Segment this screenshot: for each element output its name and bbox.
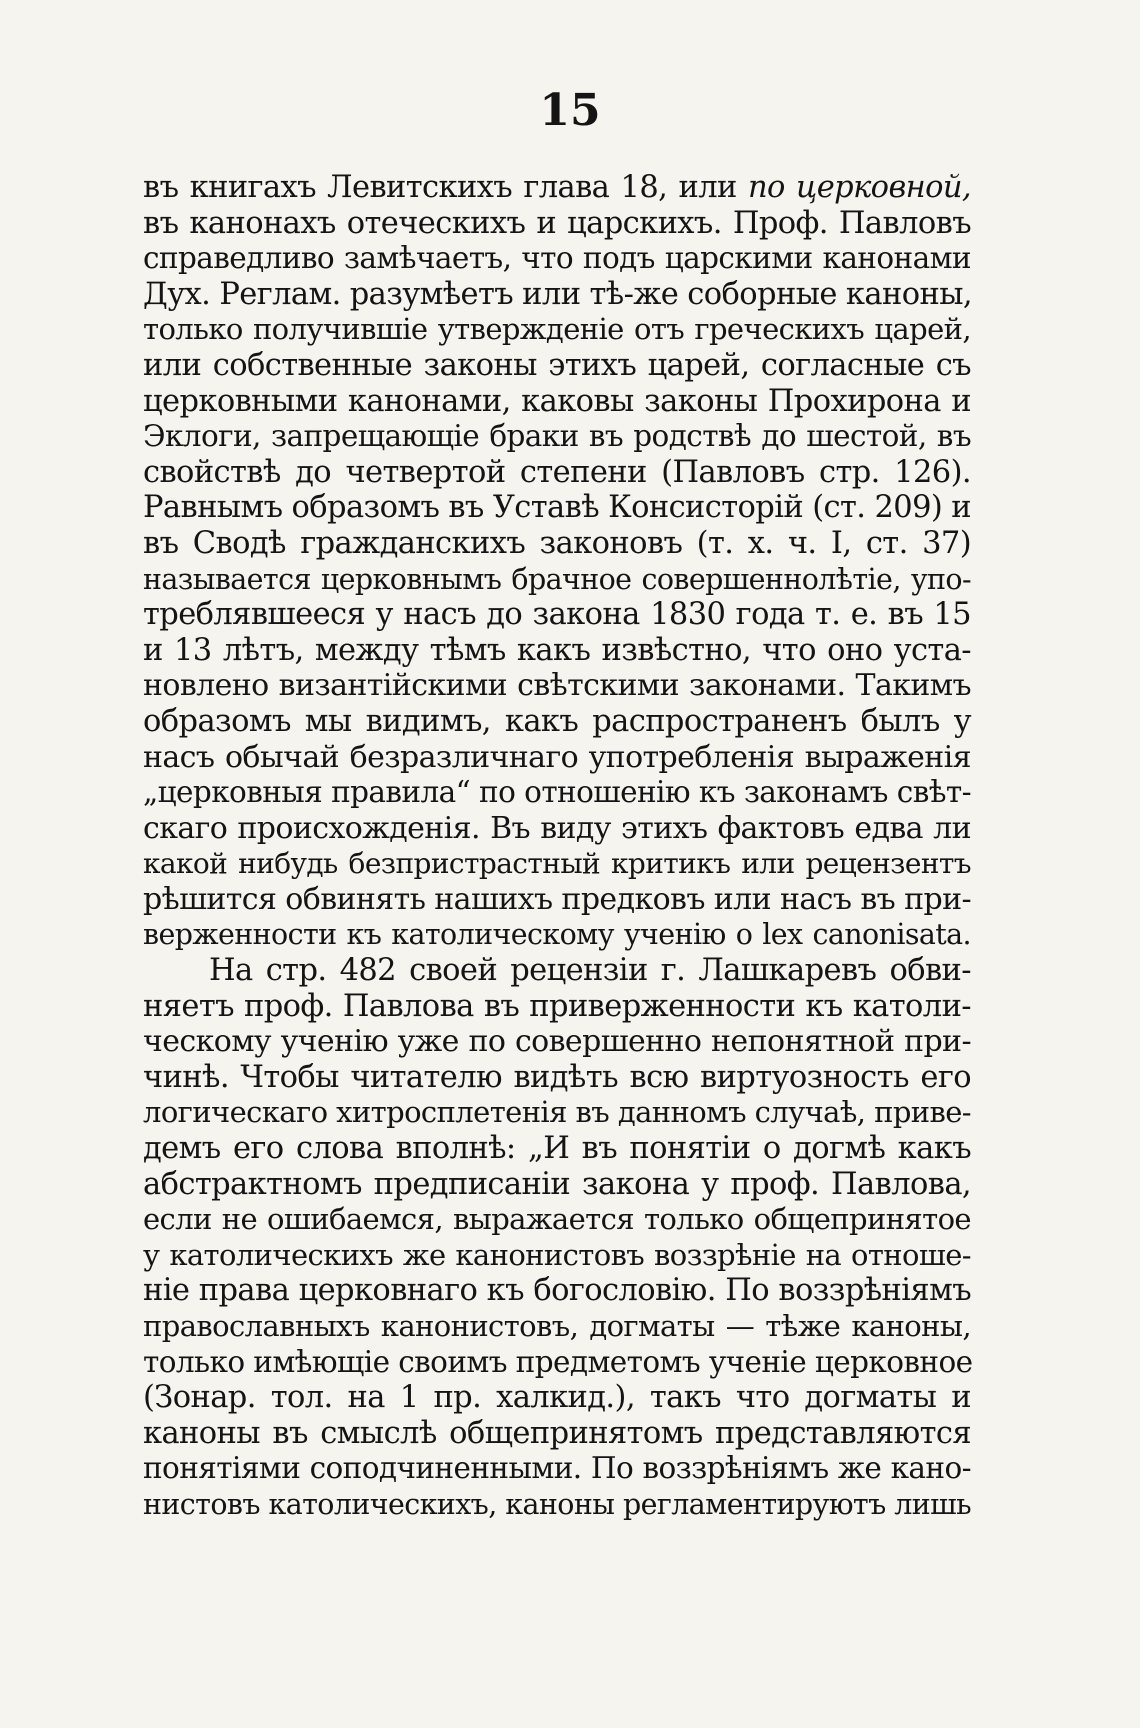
text-line: ніе права церковнаго къ богословію. По воззрѣніямъ xyxy=(143,1273,971,1309)
text-line: понятіями соподчиненными. По воззрѣніямъ же кано- xyxy=(143,1451,971,1486)
italic-phrase: по церковной, xyxy=(747,170,971,205)
text-line xyxy=(143,170,971,206)
body-text xyxy=(143,170,971,1523)
text-line: православныхъ канонистовъ, догматы — тѣже каноны, xyxy=(143,1309,971,1343)
text-line: верженности къ католическому ученію о lex canonisata. xyxy=(143,918,971,952)
text-line: нистовъ католическихъ, каноны регламентируютъ лишь xyxy=(143,1487,971,1521)
text-line: если не ошибаемся, выражается только общепринятое xyxy=(143,1202,971,1237)
line-text: въ книгахъ Левитскихъ глава 18, или xyxy=(143,170,748,205)
text-line: чинѣ. Чтобы читателю видѣть всю виртуозность его xyxy=(143,1059,971,1095)
text-line: няетъ проф. Павлова въ приверженности къ католи- xyxy=(143,988,971,1024)
text-line: образомъ мы видимъ, какъ распространенъ былъ у xyxy=(143,703,971,739)
text-line: только имѣющіе своимъ предметомъ ученіе церковное xyxy=(143,1344,973,1379)
text-line: На стр. 482 своей рецензіи г. Лашкаревъ обви- xyxy=(209,953,971,989)
text-line: новлено византійскими свѣтскими законами. Такимъ xyxy=(143,668,971,704)
text-line: и 13 лѣтъ, между тѣмъ какъ извѣстно, что оно уста- xyxy=(143,632,971,668)
text-line: логическаго хитросплетенія въ данномъ случаѣ, приве- xyxy=(143,1095,971,1130)
text-line: у католическихъ же канонистовъ воззрѣніе на отноше- xyxy=(143,1237,971,1272)
text-line: треблявшееся у насъ до закона 1830 года т. е. въ 15 xyxy=(143,597,971,633)
text-line: скаго происхожденія. Въ виду этихъ фактовъ едва ли xyxy=(143,810,971,846)
page-number: 15 xyxy=(539,85,601,136)
text-line: Равнымъ образомъ въ Уставѣ Консисторій (ст. 209) и xyxy=(143,490,971,526)
text-line: насъ обычай безразличнаго употребленія выраженія xyxy=(143,739,971,775)
text-line: „церковныя правила“ по отношенію къ законамъ свѣт- xyxy=(143,775,971,810)
text-line: абстрактномъ предписаніи закона у проф. Павлова, xyxy=(143,1166,971,1202)
text-line: въ Сводѣ гражданскихъ законовъ (т. х. ч. I, ст. 37) xyxy=(143,525,971,561)
text-line: церковными канонами, каковы законы Прохирона и xyxy=(143,383,971,419)
text-line: или собственные законы этихъ царей, согласные съ xyxy=(143,347,971,383)
text-line: въ канонахъ отеческихъ и царскихъ. Проф. Павловъ xyxy=(143,205,971,241)
text-line: только получившіе утвержденіе отъ греческихъ царей, xyxy=(143,312,971,347)
text-line: справедливо замѣчаетъ, что подъ царскими канонами xyxy=(143,241,971,276)
text-line: каноны въ смыслѣ общепринятомъ представляются xyxy=(143,1415,971,1451)
text-line: называется церковнымъ брачное совершеннолѣтіе, упо- xyxy=(143,562,971,596)
text-line: Эклоги, запрещающіе браки въ родствѣ до шестой, въ xyxy=(143,419,971,454)
text-line: какой нибудь безпристрастный критикъ или рецензентъ xyxy=(143,847,971,881)
text-line: (Зонар. тол. на 1 пр. халкид.), такъ что догматы и xyxy=(143,1380,971,1416)
text-line: ческому ученію уже по совершенно непонятной при- xyxy=(143,1024,971,1060)
text-line: рѣшится обвинять нашихъ предковъ или насъ въ при- xyxy=(143,881,971,917)
text-line: свойствѣ до четвертой степени (Павловъ стр. 126). xyxy=(143,454,971,490)
text-line: демъ его слова вполнѣ: „И въ понятіи о догмѣ какъ xyxy=(143,1131,971,1167)
text-line: Дух. Реглам. разумѣетъ или тѣ-же соборные каноны, xyxy=(143,276,972,312)
